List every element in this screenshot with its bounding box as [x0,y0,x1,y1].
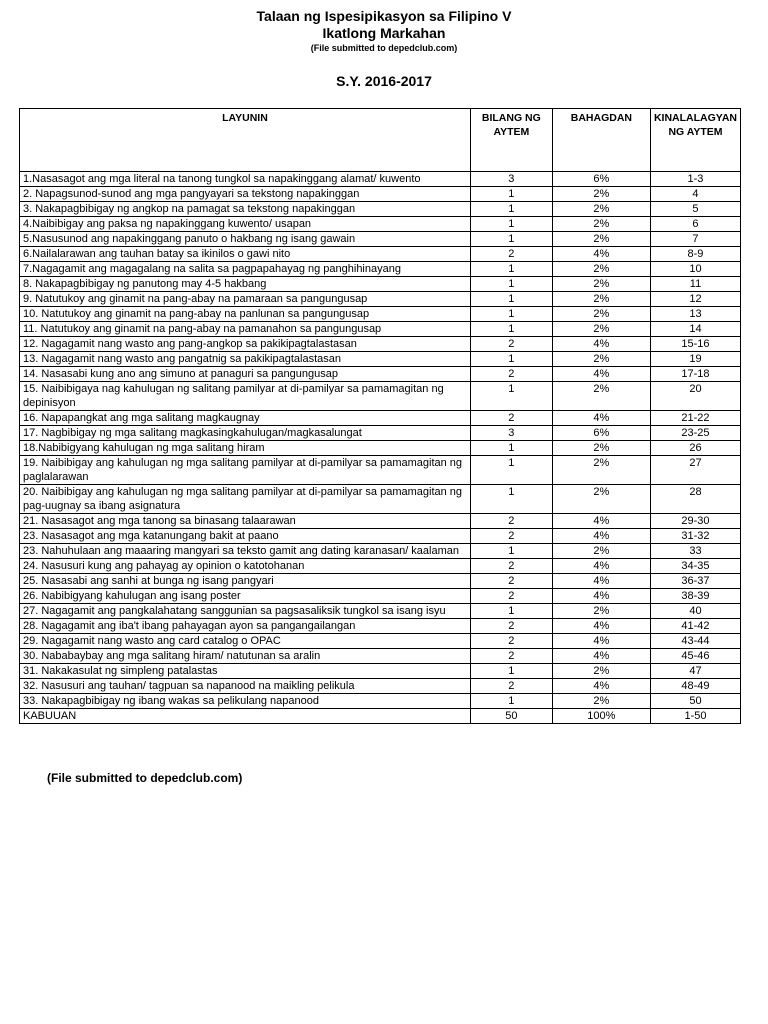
cell-bahagdan: 2% [552,277,650,292]
table-row [20,382,741,411]
cell-bahagdan: 2% [552,187,650,202]
cell-bahagdan: 2% [552,485,650,514]
table-row [20,456,741,485]
table-row [20,217,741,232]
cell-kinalalagyan: 34-35 [650,559,740,574]
cell-bilang: 1 [470,262,552,277]
cell-layunin: 20. Naibibigay ang kahulugan ng mga salitang pamilyar at di-pamilyar sa pamamagitan ng pag-uugnay sa ibang asignatura [20,485,471,514]
document-subtitle: Ikatlong Markahan [322,25,446,41]
table-row [20,649,741,664]
cell-bilang: 3 [470,426,552,441]
cell-layunin: 16. Napapangkat ang mga salitang magkaugnay [20,411,471,426]
cell-bilang: 2 [470,679,552,694]
cell-layunin: 9. Natutukoy ang ginamit na pang-abay na pamaraan sa pangungusap [20,292,471,307]
cell-layunin: 23. Nahuhulaan ang maaaring mangyari sa teksto gamit ang dating karanasan/ kaalaman [20,544,471,559]
table-row [20,337,741,352]
table-row [20,544,741,559]
cell-layunin: 13. Nagagamit nang wasto ang pangatnig sa pakikipagtalastasan [20,352,471,367]
cell-kinalalagyan: 31-32 [650,529,740,544]
cell-bahagdan: 2% [552,262,650,277]
school-year: S.Y. 2016-2017 [336,73,432,89]
table-row [20,619,741,634]
cell-bahagdan: 4% [552,649,650,664]
cell-bilang: 1 [470,604,552,619]
cell-layunin: 3. Nakapagbibigay ng angkop na pamagat sa tekstong napakinggan [20,202,471,217]
cell-bilang: 2 [470,529,552,544]
cell-kinalalagyan: 17-18 [650,367,740,382]
cell-layunin: 15. Naibibigaya nag kahulugan ng salitang pamilyar at di-pamilyar sa pamamagitan ng depinisyon [20,382,471,411]
cell-layunin: 25. Nasasabi ang sanhi at bunga ng isang pangyari [20,574,471,589]
table-row [20,172,741,187]
cell-bahagdan: 4% [552,367,650,382]
cell-layunin: 33. Nakapagbibigay ng ibang wakas sa pelikulang napanood [20,694,471,709]
cell-layunin: 30. Nababaybay ang mga salitang hiram/ natutunan sa aralin [20,649,471,664]
cell-bilang: 2 [470,634,552,649]
header-bahagdan: BAHAGDAN [552,109,650,172]
cell-bilang: 1 [470,217,552,232]
header-kinalalagyan: KINALALAGYAN NG AYTEM [650,109,740,172]
table-row [20,352,741,367]
cell-bahagdan: 4% [552,679,650,694]
cell-bahagdan: 2% [552,694,650,709]
cell-bahagdan: 4% [552,559,650,574]
cell-kinalalagyan: 10 [650,262,740,277]
table-row [20,307,741,322]
cell-bahagdan: 4% [552,589,650,604]
table-row [20,262,741,277]
cell-bahagdan: 2% [552,202,650,217]
cell-bilang: 1 [470,664,552,679]
cell-layunin: 32. Nasusuri ang tauhan/ tagpuan sa napanood na maikling pelikula [20,679,471,694]
table-row [20,367,741,382]
cell-bilang: 2 [470,514,552,529]
table-row [20,574,741,589]
table-row [20,411,741,426]
cell-layunin: 10. Natutukoy ang ginamit na pang-abay na panlunan sa pangungusap [20,307,471,322]
cell-bahagdan: 2% [552,544,650,559]
cell-bahagdan: 2% [552,604,650,619]
cell-bahagdan: 4% [552,411,650,426]
cell-bahagdan: 2% [552,322,650,337]
cell-bahagdan: 2% [552,292,650,307]
cell-bilang: 2 [470,559,552,574]
cell-bahagdan: 6% [552,426,650,441]
cell-kinalalagyan: 50 [650,694,740,709]
cell-bilang: 2 [470,367,552,382]
cell-kinalalagyan: 15-16 [650,337,740,352]
table-row [20,426,741,441]
cell-bilang: 2 [470,619,552,634]
table-row [20,679,741,694]
cell-layunin: 28. Nagagamit ang iba't ibang pahayagan ayon sa pangangailangan [20,619,471,634]
cell-layunin: 27. Nagagamit ang pangkalahatang sanggunian sa pagsasaliksik tungkol sa isang isyu [20,604,471,619]
table-row [20,187,741,202]
table-row [20,529,741,544]
cell-bilang: 2 [470,337,552,352]
cell-layunin: 29. Nagagamit nang wasto ang card catalog o OPAC [20,634,471,649]
table-row [20,232,741,247]
table-row [20,441,741,456]
cell-kinalalagyan: 45-46 [650,649,740,664]
cell-kinalalagyan: 8-9 [650,247,740,262]
cell-bilang: 1 [470,441,552,456]
cell-kinalalagyan: 38-39 [650,589,740,604]
cell-kinalalagyan: 21-22 [650,411,740,426]
cell-kinalalagyan: 20 [650,382,740,411]
footer-note: (File submitted to depedclub.com) [47,771,243,785]
cell-bilang: 1 [470,485,552,514]
cell-layunin: 24. Nasusuri kung ang pahayag ay opinion o katotohanan [20,559,471,574]
cell-kinalalagyan: 11 [650,277,740,292]
cell-layunin: 6.Nailalarawan ang tauhan batay sa ikinilos o gawi nito [20,247,471,262]
cell-bilang: 1 [470,277,552,292]
cell-bilang: 2 [470,247,552,262]
header-bilang: BILANG NG AYTEM [470,109,552,172]
table-row [20,485,741,514]
cell-bahagdan: 4% [552,574,650,589]
cell-layunin: 21. Nasasagot ang mga tanong sa binasang talaarawan [20,514,471,529]
cell-kinalalagyan: 29-30 [650,514,740,529]
table-row [20,664,741,679]
table-row [20,559,741,574]
cell-bahagdan: 4% [552,529,650,544]
cell-layunin: 7.Nagagamit ang magagalang na salita sa pagpapahayag ng panghihinayang [20,262,471,277]
cell-layunin: 19. Naibibigay ang kahulugan ng mga salitang pamilyar at di-pamilyar sa pamamagitan ng paglalarawan [20,456,471,485]
specification-table [19,108,741,724]
cell-bahagdan: 4% [552,514,650,529]
table-row [20,247,741,262]
cell-kinalalagyan: 6 [650,217,740,232]
cell-kinalalagyan: 23-25 [650,426,740,441]
cell-bahagdan: 100% [552,709,650,724]
cell-layunin: 14. Nasasabi kung ano ang simuno at panaguri sa pangungusap [20,367,471,382]
cell-kinalalagyan: 48-49 [650,679,740,694]
cell-bilang: 1 [470,322,552,337]
cell-bilang: 2 [470,649,552,664]
cell-bilang: 1 [470,187,552,202]
cell-bilang: 1 [470,352,552,367]
cell-bahagdan: 2% [552,307,650,322]
table-row [20,694,741,709]
cell-bahagdan: 4% [552,619,650,634]
cell-kinalalagyan: 12 [650,292,740,307]
cell-bahagdan: 2% [552,232,650,247]
cell-bilang: 3 [470,172,552,187]
cell-bahagdan: 2% [552,352,650,367]
cell-bilang: 2 [470,589,552,604]
cell-layunin: 1.Nasasagot ang mga literal na tanong tungkol sa napakinggang alamat/ kuwento [20,172,471,187]
cell-bahagdan: 2% [552,217,650,232]
cell-layunin: KABUUAN [20,709,471,724]
cell-bahagdan: 2% [552,456,650,485]
cell-layunin: 18.Nabibigyang kahulugan ng mga salitang hiram [20,441,471,456]
cell-kinalalagyan: 43-44 [650,634,740,649]
cell-kinalalagyan: 5 [650,202,740,217]
source-note: (File submitted to depedclub.com) [310,43,458,53]
cell-kinalalagyan: 28 [650,485,740,514]
cell-kinalalagyan: 19 [650,352,740,367]
cell-bilang: 50 [470,709,552,724]
cell-bilang: 1 [470,382,552,411]
cell-kinalalagyan: 4 [650,187,740,202]
cell-bilang: 1 [470,307,552,322]
cell-bahagdan: 2% [552,441,650,456]
header-layunin: LAYUNIN [20,109,471,172]
cell-bilang: 1 [470,456,552,485]
cell-bahagdan: 6% [552,172,650,187]
cell-kinalalagyan: 47 [650,664,740,679]
cell-layunin: 23. Nasasagot ang mga katanungang bakit at paano [20,529,471,544]
cell-layunin: 11. Natutukoy ang ginamit na pang-abay na pamanahon sa pangungusap [20,322,471,337]
table-row [20,604,741,619]
table-row [20,514,741,529]
table-body [20,172,741,724]
cell-kinalalagyan: 13 [650,307,740,322]
cell-kinalalagyan: 7 [650,232,740,247]
table-row [20,634,741,649]
cell-bilang: 1 [470,232,552,247]
cell-bilang: 1 [470,544,552,559]
cell-bilang: 1 [470,694,552,709]
cell-layunin: 5.Nasusunod ang napakinggang panuto o hakbang ng isang gawain [20,232,471,247]
cell-layunin: 26. Nabibigyang kahulugan ang isang poster [20,589,471,604]
cell-bahagdan: 4% [552,634,650,649]
cell-kinalalagyan: 40 [650,604,740,619]
cell-bilang: 1 [470,202,552,217]
table-row [20,202,741,217]
cell-kinalalagyan: 1-3 [650,172,740,187]
cell-layunin: 2. Napagsunod-sunod ang mga pangyayari sa tekstong napakinggan [20,187,471,202]
cell-layunin: 8. Nakapagbibigay ng panutong may 4-5 hakbang [20,277,471,292]
cell-kinalalagyan: 33 [650,544,740,559]
cell-kinalalagyan: 14 [650,322,740,337]
cell-kinalalagyan: 26 [650,441,740,456]
cell-kinalalagyan: 41-42 [650,619,740,634]
cell-kinalalagyan: 36-37 [650,574,740,589]
cell-bilang: 1 [470,292,552,307]
cell-bilang: 2 [470,411,552,426]
cell-layunin: 31. Nakakasulat ng simpleng patalastas [20,664,471,679]
cell-layunin: 12. Nagagamit nang wasto ang pang-angkop sa pakikipagtalastasan [20,337,471,352]
table-row [20,277,741,292]
cell-bahagdan: 2% [552,382,650,411]
table-header-row [20,109,741,172]
table-row [20,322,741,337]
cell-bilang: 2 [470,574,552,589]
total-row [20,709,741,724]
cell-layunin: 17. Nagbibigay ng mga salitang magkasingkahulugan/magkasalungat [20,426,471,441]
table-row [20,292,741,307]
cell-layunin: 4.Naibibigay ang paksa ng napakinggang kuwento/ usapan [20,217,471,232]
document-title: Talaan ng Ispesipikasyon sa Filipino V [256,8,512,24]
cell-bahagdan: 4% [552,247,650,262]
document-header [0,8,768,54]
cell-bahagdan: 2% [552,664,650,679]
table-row [20,589,741,604]
cell-kinalalagyan: 27 [650,456,740,485]
cell-kinalalagyan: 1-50 [650,709,740,724]
cell-bahagdan: 4% [552,337,650,352]
